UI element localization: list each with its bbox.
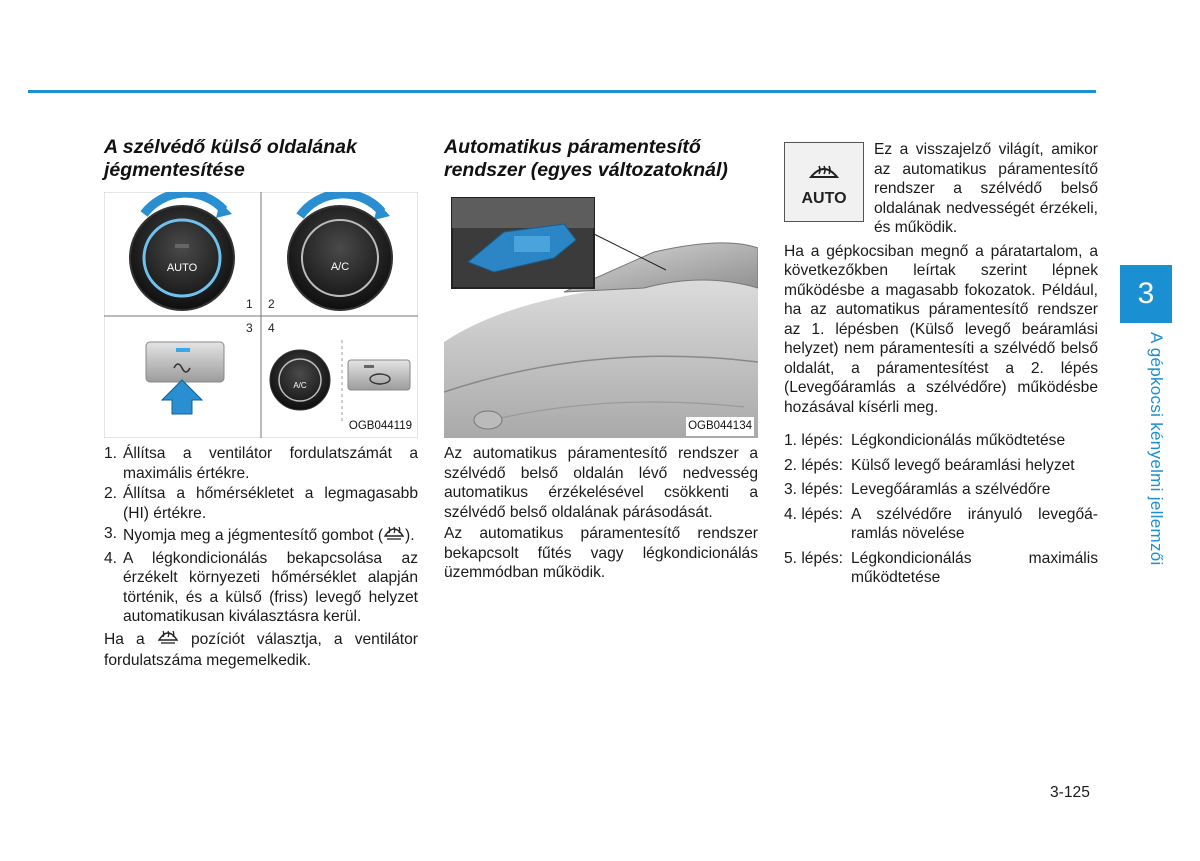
indicator-description: Ez a visszajelző világít, amikor az automatikus páramentesítő rendszer a szélvédő belső oldalának nedvességét érzékeli, és működik. [874,141,1098,236]
auto-defog-indicator-icon [784,142,864,222]
defog-steps [784,431,1098,588]
defrost-note: Ha a pozíciót választja, a ventilátor fordulatszáma megemelkedik. [104,628,418,671]
sensor-inset [452,198,594,288]
ac-knob-small [270,350,330,410]
paragraph: Ha a gépkocsiban megnő a páratartalom, a következőkben leírtak szerint lépnek működésbe a magasabb fokozatok. Például, ha az automatikus páramentesítő rendszer az 1. lépésben (Külső levegő beáramlási helyzet) nem páramentesíti a szélvédő belső oldalát, a páramentesítést a 2. lépés (Levegőáramlás a szélvédőre) működésbe hozásával kísérli meg. [784,242,1098,416]
svg-text:A/C: A/C [293,381,307,390]
climate-control-illustration [104,192,418,438]
list-item: 5. lépés: Légkondicionálás maximális működtetése [784,549,1098,586]
list-item: 1. lépés: Légkondicionálás működtetése [784,432,1066,449]
chapter-tab: 3 [1120,265,1172,323]
section-windshield-defrost [104,136,418,673]
list-item: 2. lépés: Külső levegő beáramlási helyzet [784,456,1075,474]
svg-text:AUTO: AUTO [801,190,847,207]
paragraph: Az automatikus páramentesítő rendszer a szélvédő belső oldalán lévő nedvesség automatikus érzékelésével csökkenti a szélvédő belső oldalának párásodását. [444,445,758,521]
list-item: 4. lépés: A szélvédőre irányuló levegőáramlás növelése [784,505,1098,542]
list-item: 4. A légkondicionálás bekapcsolása az érzékelt környezeti hőmérséklet alapján történik, és a külső (friss) levegő helyzet automatikusan kiválasztásra kerül. [104,549,418,625]
section-heading: Automatikus páramentesítő rendszer (egyes változatoknál) [444,136,728,181]
section-heading: A szélvédő külső oldalának jégmentesítése [104,136,357,181]
list-item: 3. Nyomja meg a jégmentesítő gombot ( ). [104,524,418,548]
header-rule [28,90,1096,93]
car-windshield-illustration [444,192,758,438]
svg-text:AUTO: AUTO [166,262,198,274]
svg-text:A/C: A/C [330,261,350,273]
figure-code: OGB044119 [347,417,414,437]
car-sensor-figure [444,192,758,438]
list-item: 3. lépés: Levegőáramlás a szélvédőre [784,481,1051,498]
page-number: 3-125 [1050,784,1090,801]
front-defrost-icon [383,524,405,548]
list-item: 1. Állítsa a ventilátor fordulatszámát a maximális értékre. [104,445,418,482]
recirculation-button-illustration [348,360,410,390]
fan-speed-knob [130,193,234,310]
svg-text:2: 2 [268,297,275,311]
section-auto-defog [444,136,758,585]
figure-code: OGB044134 [686,417,754,437]
section-indicator [784,140,1098,593]
temperature-knob [288,194,392,310]
list-item: 2. Állítsa a hőmérsékletet a legmagasabb (HI) értékre. [104,485,418,522]
chapter-title: A gépkocsi kényelmi jellemzői [1147,332,1166,566]
paragraph: Az automatikus páramentesítő rendszer bekapcsolt fűtés vagy légkondicionálás üzemmódban működik. [444,525,758,581]
svg-text:3: 3 [246,321,253,335]
defrost-figure [104,192,418,438]
defrost-steps [104,444,418,627]
svg-text:4: 4 [268,321,275,335]
svg-text:1: 1 [246,297,253,311]
front-defrost-icon [157,628,179,652]
